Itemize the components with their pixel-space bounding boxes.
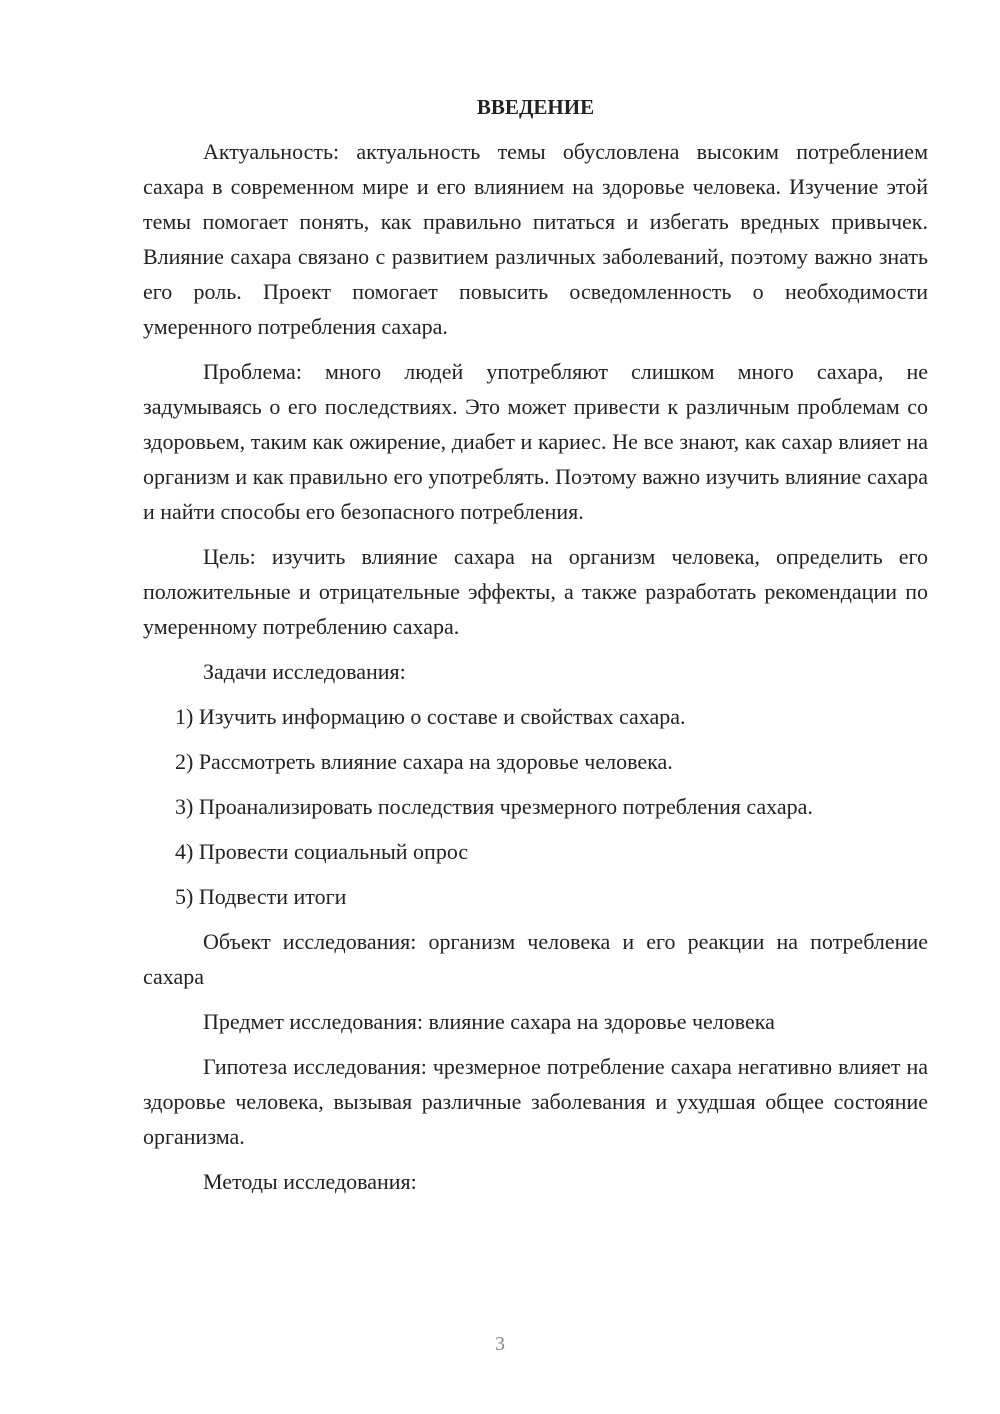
relevance-paragraph: Актуальность: актуальность темы обусловлена высоким потреблением сахара в современном мире и его влиянием на здоровье человека. Изучение этой темы помогает понять, как правильно питаться и избегать вредных привычек. Влияние сахара связано с развитием различных заболеваний, поэтому важно знать его роль. Проект помогает повысить осведомленность о необходимости умеренного потребления сахара. bbox=[143, 139, 928, 339]
list-item: 4) Провести социальный опрос bbox=[175, 839, 469, 864]
document-title: ВВЕДЕНИЕ bbox=[476, 95, 595, 119]
problem-paragraph: Проблема: много людей употребляют слишком много сахара, не задумываясь о его последствиях. Это может привести к различным проблемам со здоровьем, таким как ожирение, диабет и кариес. Не все знают, как сахар влияет на организм и как правильно его употреблять. Поэтому важно изучить влияние сахара и найти способы его безопасного потребления. bbox=[143, 359, 928, 524]
object-paragraph: Объект исследования: организм человека и его реакции на потребление сахара bbox=[143, 929, 928, 989]
list-item: 2) Рассмотреть влияние сахара на здоровье человека. bbox=[175, 749, 673, 774]
tasks-heading: Задачи исследования: bbox=[203, 659, 406, 684]
document-page bbox=[143, 92, 928, 1209]
page-number: 3 bbox=[495, 1333, 505, 1355]
list-item: 5) Подвести итоги bbox=[175, 884, 347, 909]
subject-paragraph: Предмет исследования: влияние сахара на здоровье человека bbox=[203, 1009, 775, 1034]
hypothesis-paragraph: Гипотеза исследования: чрезмерное потребление сахара негативно влияет на здоровье человека, вызывая различные заболевания и ухудшая общее состояние организма. bbox=[143, 1054, 928, 1149]
methods-heading: Методы исследования: bbox=[203, 1169, 417, 1194]
tasks-list bbox=[143, 699, 928, 914]
goal-paragraph: Цель: изучить влияние сахара на организм человека, определить его положительные и отрицательные эффекты, а также разработать рекомендации по умеренному потреблению сахара. bbox=[143, 544, 928, 639]
list-item: 1) Изучить информацию о составе и свойствах сахара. bbox=[175, 704, 686, 729]
list-item: 3) Проанализировать последствия чрезмерного потребления сахара. bbox=[175, 794, 813, 819]
